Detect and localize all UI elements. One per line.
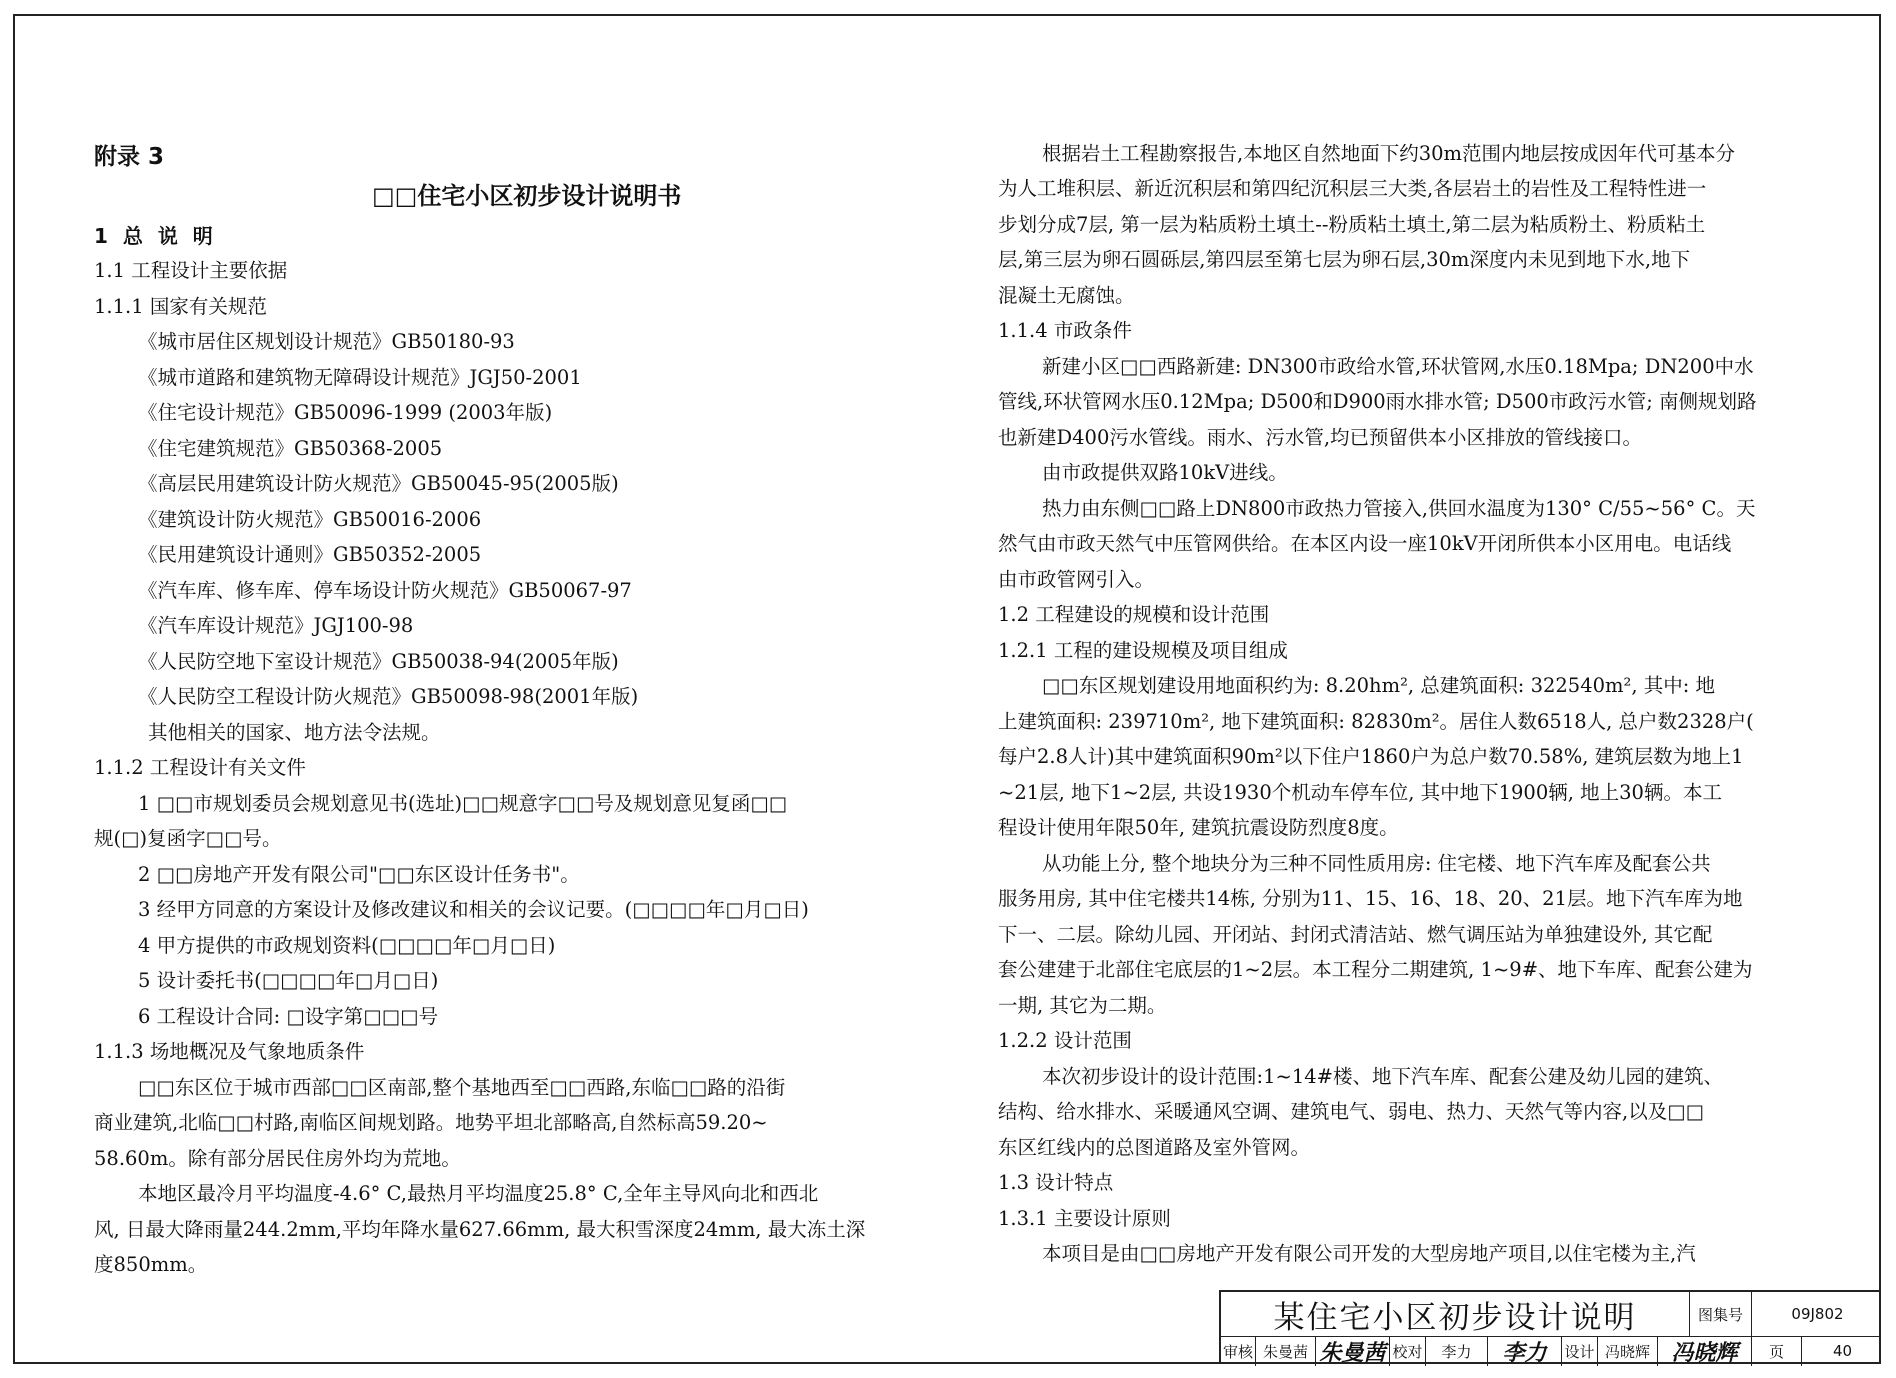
checker-name: 李力 (1425, 1336, 1487, 1366)
right-column (998, 138, 1808, 1268)
text-line: 2 □□房地产开发有限公司"□□东区设计任务书"。 (138, 863, 580, 886)
text-line: ~21层, 地下1~2层, 共设1930个机动车停车位, 其中地下1900辆, 地上30辆。本工 (998, 781, 1722, 804)
checker-signature: 李力 (1487, 1336, 1561, 1366)
text-line: 《高层民用建筑设计防火规范》GB50045-95(2005版) (138, 472, 619, 495)
text-line: 本次初步设计的设计范围:1~14#楼、地下汽车库、配套公建及幼儿园的建筑、 (1042, 1065, 1723, 1088)
design-label: 设计 (1561, 1336, 1597, 1366)
document-title: □□住宅小区初步设计说明书 (372, 182, 682, 210)
text-line: 1.1 工程设计主要依据 (94, 259, 288, 282)
text-line: 由市政提供双路10kV进线。 (1042, 461, 1288, 484)
title-block-row-2 (1221, 1336, 1881, 1366)
text-line: 4 甲方提供的市政规划资料(□□□□年□月□日) (138, 934, 556, 957)
text-line: 下一、二层。除幼儿园、开闭站、封闭式清洁站、燃气调压站为单独建设外, 其它配 (998, 923, 1713, 946)
text-line: 《汽车库设计规范》JGJ100-98 (138, 614, 414, 637)
atlas-number: 09J802 (1751, 1292, 1883, 1336)
text-line: 套公建建于北部住宅底层的1~2层。本工程分二期建筑, 1~9#、地下车库、配套公建为 (998, 958, 1753, 981)
text-line: 1.1.3 场地概况及气象地质条件 (94, 1040, 365, 1063)
text-line: 东区红线内的总图道路及室外管网。 (998, 1136, 1311, 1159)
text-line: 1 □□市规划委员会规划意见书(选址)□□规意字□□号及规划意见复函□□ (138, 792, 788, 815)
text-line: 《城市道路和建筑物无障碍设计规范》JGJ50-2001 (138, 366, 582, 389)
text-line: 《人民防空工程设计防火规范》GB50098-98(2001年版) (138, 685, 639, 708)
text-line: 商业建筑,北临□□村路,南临区间规划路。地势平坦北部略高,自然标高59.20~ (94, 1111, 768, 1134)
text-line: 结构、给水排水、采暖通风空调、建筑电气、弱电、热力、天然气等内容,以及□□ (998, 1100, 1705, 1123)
text-line: 根据岩土工程勘察报告,本地区自然地面下约30m范围内地层按成因年代可基本分 (1042, 142, 1736, 165)
text-line: 6 工程设计合同: □设字第□□□号 (138, 1005, 439, 1028)
text-line: 上建筑面积: 239710m², 地下建筑面积: 82830m²。居住人数6518人, 总户数2328户( (998, 710, 1754, 733)
text-line: 1.2 工程建设的规模和设计范围 (998, 603, 1270, 626)
text-line: 度850mm。 (94, 1253, 208, 1276)
left-column (94, 138, 924, 1276)
text-line: 服务用房, 其中住宅楼共14栋, 分别为11、15、16、18、20、21层。地下汽车库为地 (998, 887, 1743, 910)
text-line: 1.2.1 工程的建设规模及项目组成 (998, 639, 1288, 662)
text-line: 其他相关的国家、地方法令法规。 (148, 721, 441, 744)
text-line: 程设计使用年限50年, 建筑抗震设防烈度8度。 (998, 816, 1399, 839)
text-line: 1.1.2 工程设计有关文件 (94, 756, 306, 779)
text-line: □□东区规划建设用地面积约为: 8.20hm², 总建筑面积: 322540m², 其中: 地 (1042, 674, 1715, 697)
text-line: 《住宅设计规范》GB50096-1999 (2003年版) (138, 401, 553, 424)
appendix-label: 附录 3 (94, 144, 165, 170)
review-label: 审核 (1222, 1342, 1253, 1361)
text-line: 1.1.4 市政条件 (998, 319, 1132, 342)
reviewer-name: 朱曼茜 (1255, 1336, 1315, 1366)
text-line: 《住宅建筑规范》GB50368-2005 (138, 437, 443, 460)
text-line: □□东区位于城市西部□□区南部,整个基地西至□□西路,东临□□路的沿街 (138, 1076, 786, 1099)
atlas-label: 图集号 (1689, 1292, 1751, 1336)
text-line: 本项目是由□□房地产开发有限公司开发的大型房地产项目,以住宅楼为主,汽 (1042, 1242, 1696, 1265)
title-block-row-1 (1221, 1292, 1881, 1337)
text-line: 风, 日最大降雨量244.2mm,平均年降水量627.66mm, 最大积雪深度24mm, 最大冻土深 (94, 1218, 866, 1241)
text-line: 混凝土无腐蚀。 (998, 284, 1135, 307)
text-line: 《人民防空地下室设计规范》GB50038-94(2005年版) (138, 650, 619, 673)
text-line: 5 设计委托书(□□□□年□月□日) (138, 969, 439, 992)
text-line: 热力由东侧□□路上DN800市政热力管接入,供回水温度为130° C/55~56° C。天 (1042, 497, 1756, 520)
text-line: 每户2.8人计)其中建筑面积90m²以下住户1860户为总户数70.58%, 建筑层数为地上1 (998, 745, 1744, 768)
check-label: 校对 (1389, 1336, 1425, 1366)
page-number: 40 (1801, 1336, 1883, 1366)
text-line: 为人工堆积层、新近沉积层和第四纪沉积层三大类,各层岩土的岩性及工程特性进一 (998, 177, 1707, 200)
text-line: 从功能上分, 整个地块分为三种不同性质用房: 住宅楼、地下汽车库及配套公共 (1042, 852, 1711, 875)
text-line: 步划分成7层, 第一层为粘质粉土填土--粉质粘土填土,第二层为粘质粉土、粉质粘土 (998, 213, 1706, 236)
drawing-title: 某住宅小区初步设计说明 (1273, 1299, 1637, 1336)
text-line: 一期, 其它为二期。 (998, 994, 1167, 1017)
text-line: 规(□)复函字□□号。 (94, 827, 282, 850)
text-line: 《民用建筑设计通则》GB50352-2005 (138, 543, 482, 566)
text-line: 管线,环状管网水压0.12Mpa; D500和D900雨水排水管; D500市政污水管; 南侧规划路 (998, 390, 1757, 413)
section-heading: 1 总 说 明 (94, 224, 217, 248)
text-line: 1.2.2 设计范围 (998, 1029, 1132, 1052)
title-block (1219, 1290, 1881, 1364)
reviewer-signature: 朱曼茜 (1315, 1336, 1389, 1366)
text-line: 1.3 设计特点 (998, 1171, 1114, 1194)
text-line: 58.60m。除有部分居民住房外均为荒地。 (94, 1147, 461, 1170)
designer-name: 冯晓辉 (1597, 1336, 1657, 1366)
text-line: 由市政管网引入。 (998, 568, 1155, 591)
text-line: 层,第三层为卵石圆砾层,第四层至第七层为卵石层,30m深度内未见到地下水,地下 (998, 248, 1691, 271)
text-line: 3 经甲方同意的方案设计及修改建议和相关的会议记要。(□□□□年□月□日) (138, 898, 809, 921)
text-line: 1.1.1 国家有关规范 (94, 295, 267, 318)
text-line: 《建筑设计防火规范》GB50016-2006 (138, 508, 482, 531)
text-line: 然气由市政天然气中压管网供给。在本区内设一座10kV开闭所供本小区用电。电话线 (998, 532, 1732, 555)
page-label: 页 (1751, 1336, 1801, 1366)
text-line: 也新建D400污水管线。雨水、污水管,均已预留供本小区排放的管线接口。 (998, 426, 1643, 449)
text-line: 《城市居住区规划设计规范》GB50180-93 (138, 330, 515, 353)
text-line: 《汽车库、修车库、停车场设计防火规范》GB50067-97 (138, 579, 632, 602)
text-line: 新建小区□□西路新建: DN300市政给水管,环状管网,水压0.18Mpa; DN200中水 (1042, 355, 1754, 378)
designer-signature: 冯晓辉 (1657, 1336, 1751, 1366)
text-line: 本地区最冷月平均温度-4.6° C,最热月平均温度25.8° C,全年主导风向北和西北 (138, 1182, 819, 1205)
text-line: 1.3.1 主要设计原则 (998, 1207, 1171, 1230)
